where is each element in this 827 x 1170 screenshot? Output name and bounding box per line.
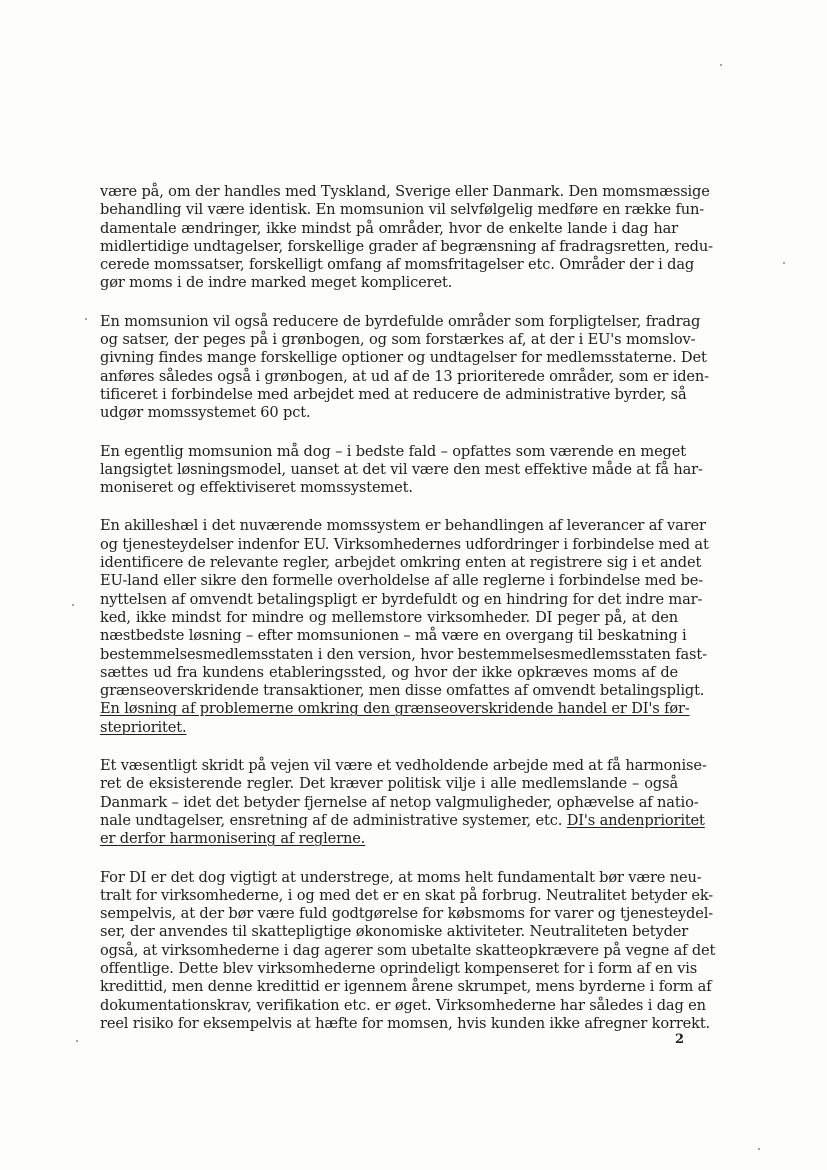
text-line: behandling vil være identisk. En momsunion vil selvfølgelig medføre en række fun- xyxy=(100,201,705,219)
text-line: Danmark – idet det betyder fjernelse af netop valgmuligheder, ophævelse af natio- xyxy=(100,793,699,811)
text-line: også, at virksomhederne i dag agerer som ubetalte skatteopkrævere på vegne af det xyxy=(100,941,716,959)
text-line: og tjenesteydelser indenfor EU. Virksomhedernes udfordringer i forbindelse med at xyxy=(100,535,709,553)
scan-speck xyxy=(783,262,785,264)
text-line: identificere de relevante regler, arbejdet omkring enten at registrere sig i et andet xyxy=(100,554,702,572)
text-line: moniseret og effektiviseret momssystemet. xyxy=(100,479,413,497)
paragraph-5 xyxy=(100,757,707,848)
text-line: ked, ikke mindst for mindre og mellemstore virksomheder. DI peger på, at den xyxy=(100,608,678,626)
text-line: og satser, der peges på i grønbogen, og som forstærkes af, at der i EU's momslov- xyxy=(100,331,696,349)
scan-speck xyxy=(76,1040,78,1042)
text-line: anføres således også i grønbogen, at ud af de 13 prioriterede områder, som er iden- xyxy=(100,367,709,385)
text-line: En akilleshæl i det nuværende momssystem er behandlingen af leverancer af varer xyxy=(100,517,706,535)
text-line: langsigtet løsningsmodel, uanset at det vil være den mest effektive måde at få har- xyxy=(100,460,703,478)
paragraph-6 xyxy=(100,868,716,1034)
text-line: For DI er det dog vigtigt at understrege, at moms helt fundamentalt bør være neu- xyxy=(100,868,702,886)
text-line: ret de eksisterende regler. Det kræver politisk vilje i alle medlemslande – også xyxy=(100,775,678,793)
scan-speck xyxy=(85,318,87,320)
text-line: gør moms i de indre marked meget kompliceret. xyxy=(100,274,453,292)
paragraph-1 xyxy=(100,183,713,293)
underlined-text-segment: DI's andenprioritet xyxy=(566,811,705,829)
body-text xyxy=(100,183,716,1053)
text-line: næstbedste løsning – efter momsunionen – må være en overgang til beskatning i xyxy=(100,627,687,645)
mixed-text-line xyxy=(100,811,705,830)
underlined-text-line: En løsning af problemerne omkring den grænseoverskridende handel er DI's før- xyxy=(100,700,690,718)
text-line: bestemmelsesmedlemsstaten i den version, hvor bestemmelsesmedlemsstaten fast- xyxy=(100,645,707,663)
text-line: midlertidige undtagelser, forskellige grader af begrænsning af fradragsretten, redu- xyxy=(100,237,713,255)
text-line: reel risiko for eksempelvis at hæfte for momsen, hvis kunden ikke afregner korrekt. xyxy=(100,1014,711,1032)
text-line: ser, der anvendes til skattepligtige økonomiske aktiviteter. Neutraliteten betyder xyxy=(100,923,689,941)
scan-speck xyxy=(758,1148,760,1150)
text-line: cerede momssatser, forskelligt omfang af momsfritagelser etc. Områder der i dag xyxy=(100,256,695,274)
text-line: sættes ud fra kundens etableringssted, og hvor der ikke opkræves moms af de xyxy=(100,663,678,681)
text-line: damentale ændringer, ikke mindst på områder, hvor de enkelte lande i dag har xyxy=(100,219,678,237)
underlined-text-line: steprioritet. xyxy=(100,718,187,736)
scan-speck xyxy=(72,604,74,606)
text-line: offentlige. Dette blev virksomhederne oprindeligt kompenseret for i form af en vis xyxy=(100,959,698,977)
paragraph-2 xyxy=(100,312,709,423)
paragraph-4 xyxy=(100,517,709,737)
text-segment: nale undtagelser, ensretning af de administrative systemer, etc. xyxy=(100,811,567,829)
text-line: En egentlig momsunion må dog – i bedste fald – opfattes som værende en meget xyxy=(100,442,686,460)
page-number: 2 xyxy=(674,1032,684,1047)
scan-speck xyxy=(720,64,722,66)
text-line: Et væsentligt skridt på vejen vil være et vedholdende arbejde med at få harmonise- xyxy=(100,757,707,775)
text-line: tralt for virksomhederne, i og med det er en skat på forbrug. Neutralitet betyder ek- xyxy=(100,886,714,904)
text-line: givning findes mange forskellige optioner og undtagelser for medlemsstaterne. Det xyxy=(100,349,707,367)
text-line: En momsunion vil også reducere de byrdefulde områder som forpligtelser, fradrag xyxy=(100,312,701,330)
text-line: EU-land eller sikre den formelle overholdelse af alle reglerne i forbindelse med be- xyxy=(100,572,704,590)
text-line: være på, om der handles med Tyskland, Sverige eller Danmark. Den momsmæssige xyxy=(100,183,710,200)
underlined-text-line: er derfor harmonisering af reglerne. xyxy=(100,830,366,848)
text-line: udgør momssystemet 60 pct. xyxy=(100,404,311,422)
paragraph-3 xyxy=(100,442,703,498)
text-line: nyttelsen af omvendt betalingspligt er byrdefuldt og en hindring for det indre mar- xyxy=(100,590,703,608)
text-line: dokumentationskrav, verifikation etc. er øget. Virksomhederne har således i dag en xyxy=(100,996,706,1014)
text-line: kredittid, men denne kredittid er igennem årene skrumpet, mens byrderne i form af xyxy=(100,978,712,996)
text-line: sempelvis, at der bør være fuld godtgørelse for købsmoms for varer og tjenesteydel- xyxy=(100,905,714,923)
text-line: grænseoverskridende transaktioner, men disse omfattes af omvendt betalingspligt. xyxy=(100,682,705,700)
text-line: tificeret i forbindelse med arbejdet med at reducere de administrative byrder, så xyxy=(100,385,687,403)
